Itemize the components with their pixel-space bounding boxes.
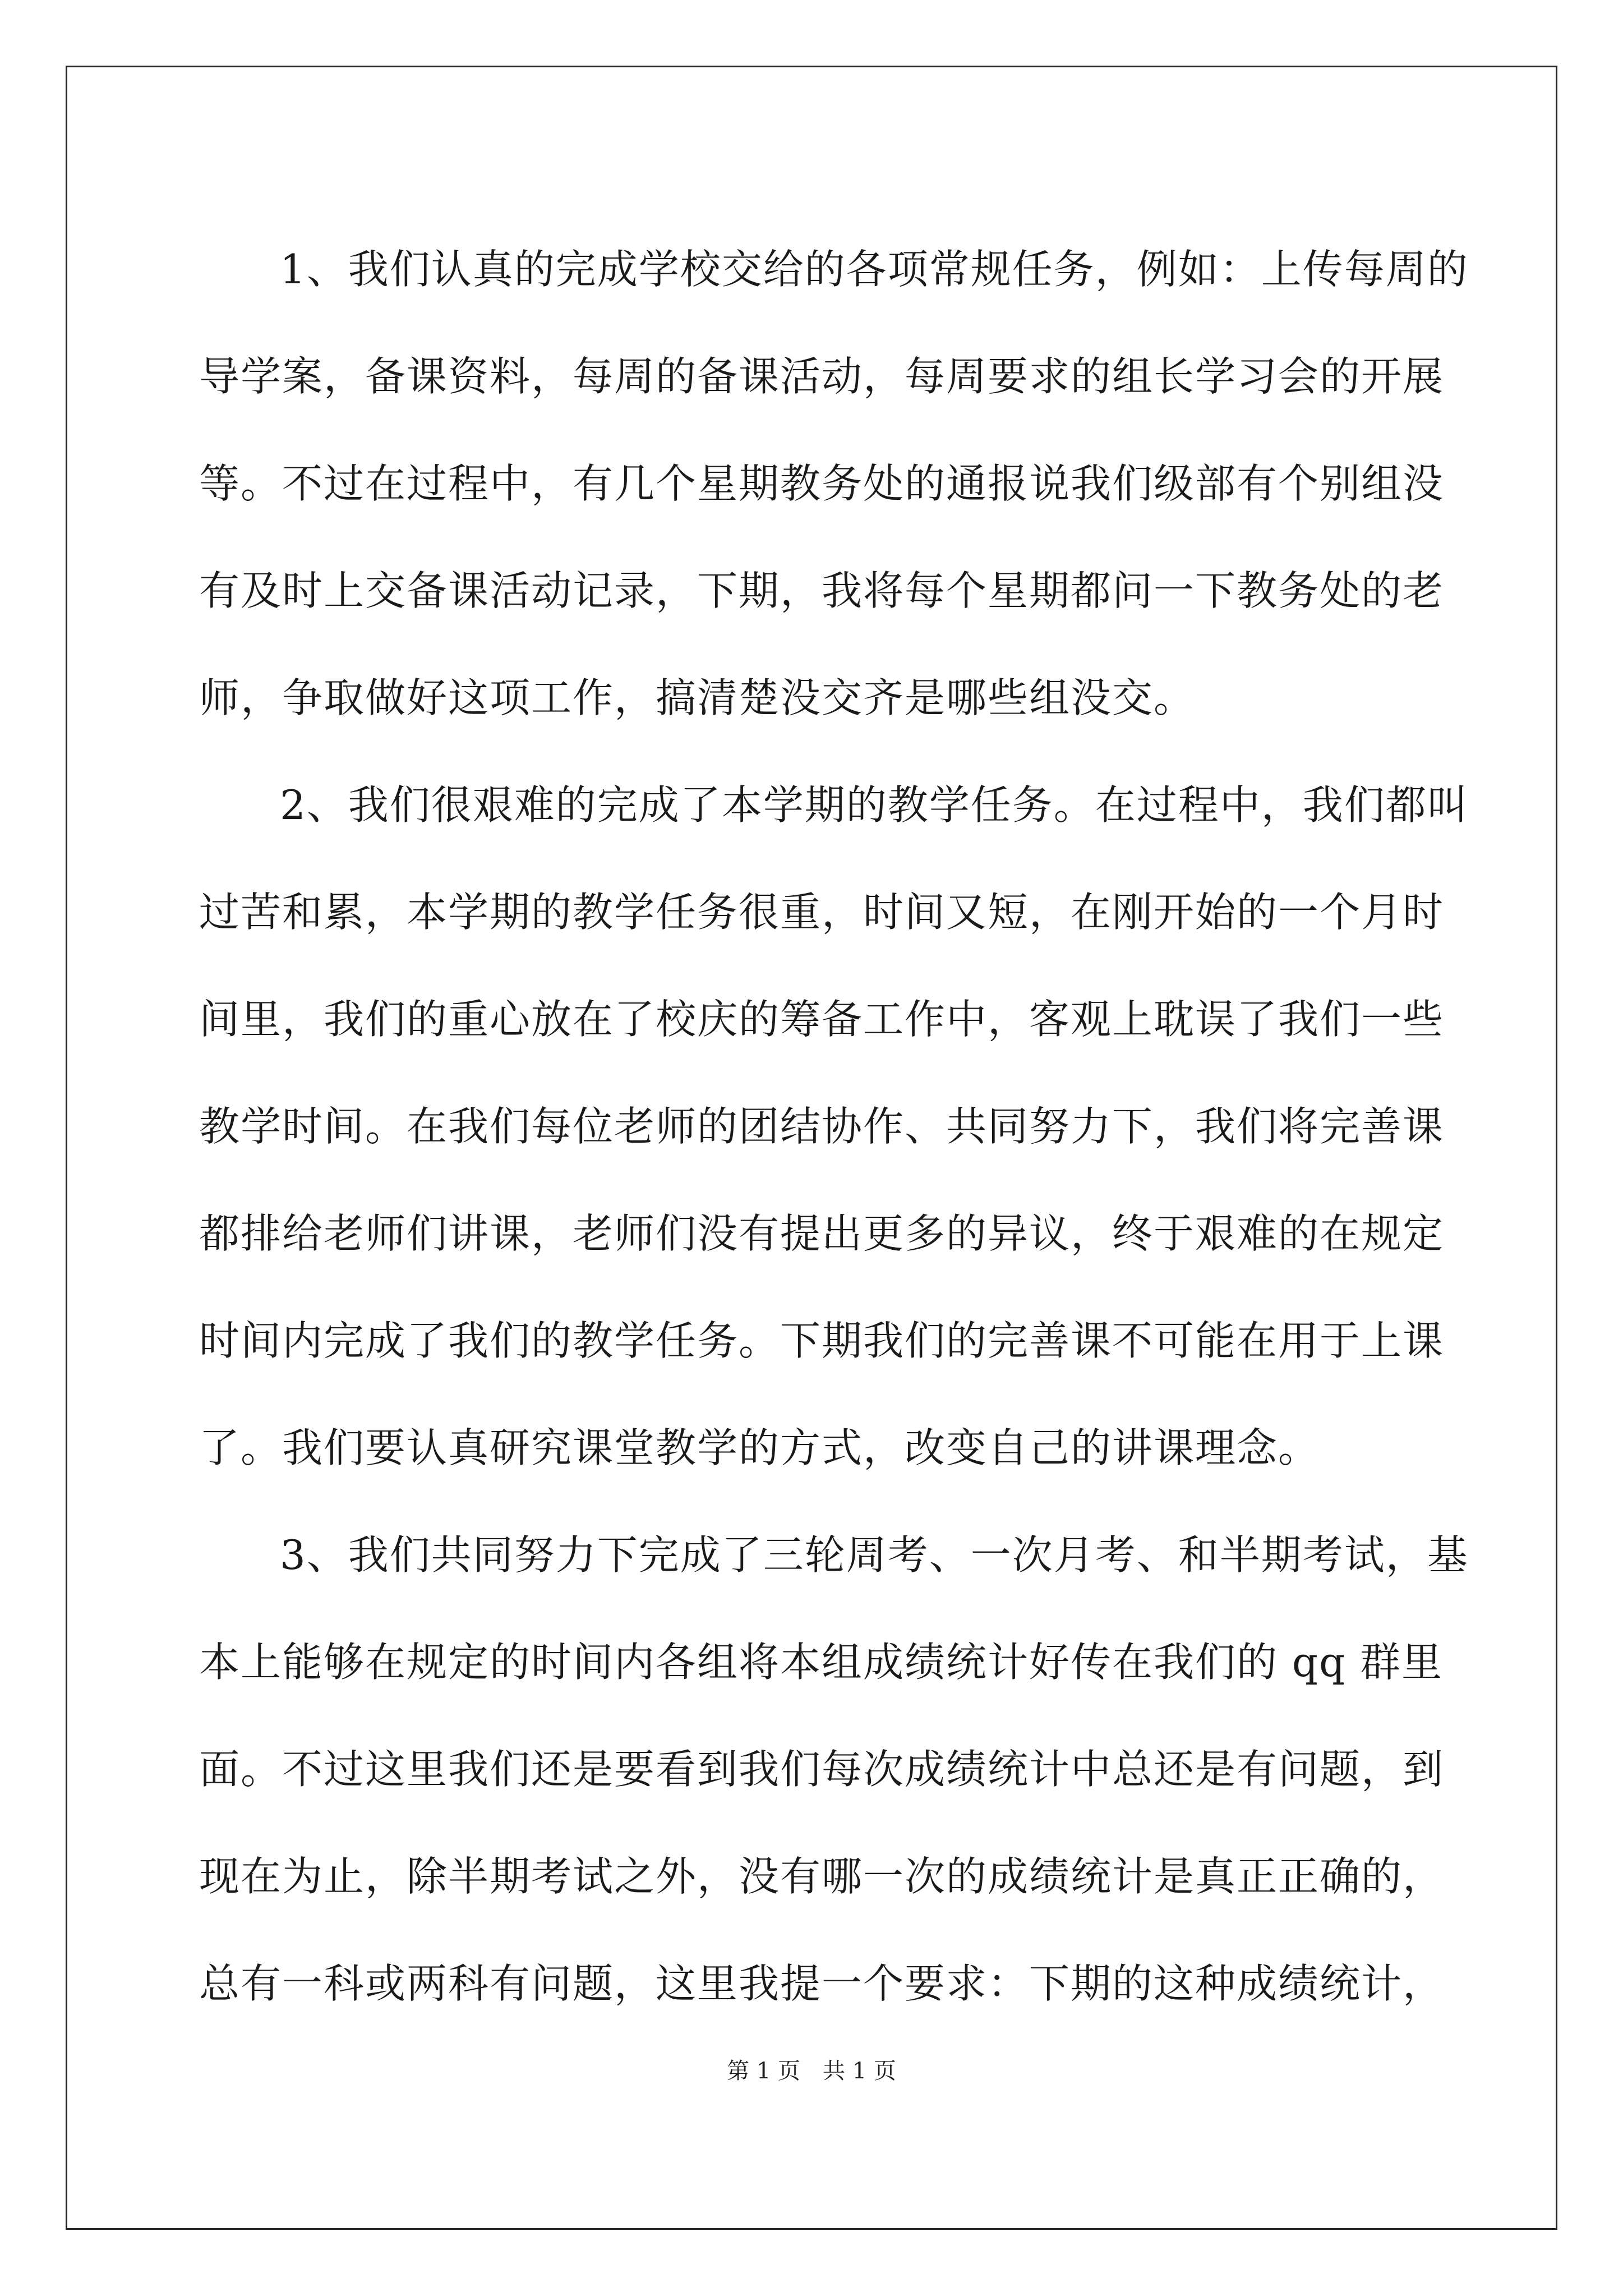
- text-line: 有及时上交备课活动记录，下期，我将每个星期都问一下教务处的老: [199, 567, 1445, 614]
- text-line: 总有一科或两科有问题，这里我提一个要求：下期的这种成绩统计，: [199, 1960, 1445, 2007]
- text-line: 时间内完成了我们的教学任务。下期我们的完善课不可能在用于上课: [199, 1317, 1445, 1364]
- text-line: 等。不过在过程中，有几个星期教务处的通报说我们级部有个别组没: [199, 460, 1445, 507]
- text-line: 了。我们要认真研究课堂教学的方式，改变自己的讲课理念。: [199, 1424, 1320, 1471]
- text-line: 导学案，备课资料，每周的备课活动，每周要求的组长学习会的开展: [199, 353, 1445, 400]
- text-line: 间里，我们的重心放在了校庆的筹备工作中，客观上耽误了我们一些: [199, 996, 1445, 1043]
- text-line: 1、我们认真的完成学校交给的各项常规任务，例如：上传每周的: [280, 246, 1469, 293]
- text-line: 3、我们共同努力下完成了三轮周考、一次月考、和半期考试，基: [280, 1531, 1469, 1579]
- page-number-footer: 第 1 页 共 1 页: [727, 2058, 896, 2084]
- text-line: 都排给老师们讲课，老师们没有提出更多的异议，终于艰难的在规定: [199, 1210, 1445, 1257]
- text-line: 面。不过这里我们还是要看到我们每次成绩统计中总还是有问题，到: [199, 1746, 1445, 1793]
- text-line: 师，争取做好这项工作，搞清楚没交齐是哪些组没交。: [199, 674, 1196, 721]
- text-line: 过苦和累，本学期的教学任务很重，时间又短，在刚开始的一个月时: [199, 889, 1445, 936]
- text-line: 教学时间。在我们每位老师的团结协作、共同努力下，我们将完善课: [199, 1103, 1445, 1150]
- text-line: 2、我们很艰难的完成了本学期的教学任务。在过程中，我们都叫: [280, 781, 1469, 829]
- document-body: [199, 216, 1469, 2037]
- paragraph-2: [199, 752, 1469, 1502]
- text-line: 现在为止，除半期考试之外，没有哪一次的成绩统计是真正正确的，: [199, 1853, 1445, 1900]
- paragraph-1: [199, 216, 1469, 752]
- paragraph-3: [199, 1502, 1469, 2037]
- text-line: 本上能够在规定的时间内各组将本组成绩统计好传在我们的 qq 群里: [199, 1639, 1443, 1686]
